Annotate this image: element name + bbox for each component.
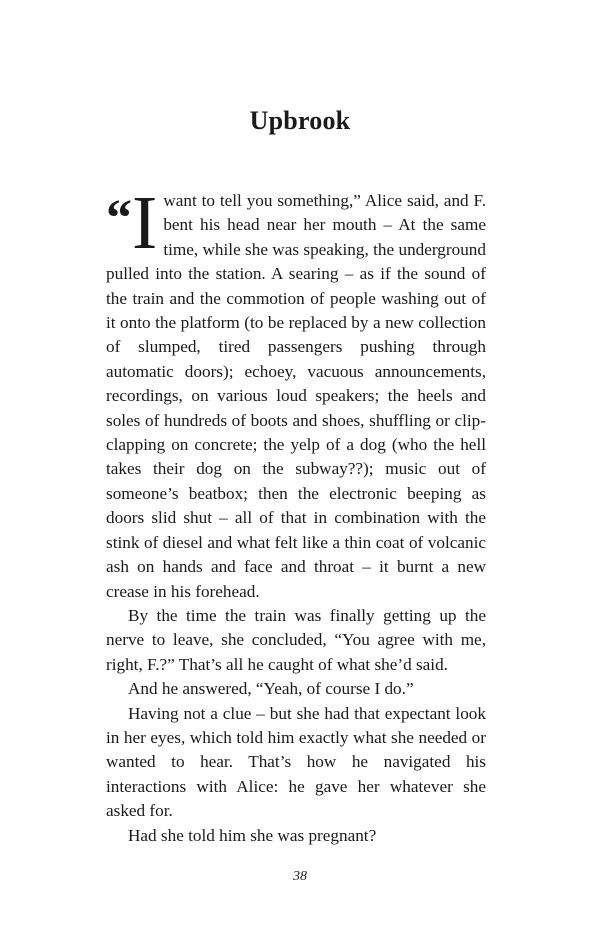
paragraph: Having not a clue – but she had that expectant look in her eyes, which told him exactly what she needed or wanted to hear. That’s how he navigated his interactions with Alice: he gave her whatever she asked for. (106, 703, 486, 821)
opening-text: want to tell you something,” Alice said, and F. bent his head near her mouth – At the same time, while she was speaking, the underground pulled into the station. A searing – as if the sound of the train and the commotion of people washing out of it onto the platform (to be replaced by a new collection of slumped, tired passengers pushing through automatic doors); echoey, vacuous announcements, recordings, on various loud speakers; the heels and soles of hundreds of boots and shoes, shuffling or clip-clapping on concrete; the yelp of a dog (who the hell takes their dog on the subway??); music out of someone’s beatbox; then the electronic beeping as doors slid shut – all of that in combination with the stink of diesel and what felt like a thin coat of volcanic ash on hands and face and throat – it burnt a new crease in his forehead. (106, 191, 486, 601)
drop-cap-quote: “ (106, 190, 130, 247)
chapter-title: Upbrook (249, 106, 351, 135)
paragraph: Had she told him she was pregnant? (128, 825, 377, 845)
body-text (106, 181, 486, 848)
page-number: 38 (293, 869, 307, 884)
paragraph: And he answered, “Yeah, of course I do.” (128, 679, 414, 699)
drop-cap (106, 181, 158, 265)
drop-cap-letter: I (132, 181, 158, 265)
paragraph: By the time the train was finally getting up the nerve to leave, she concluded, “You agree with me, right, F.?” That’s all he caught of what she’d said. (106, 605, 486, 674)
opening-paragraph (106, 181, 486, 604)
